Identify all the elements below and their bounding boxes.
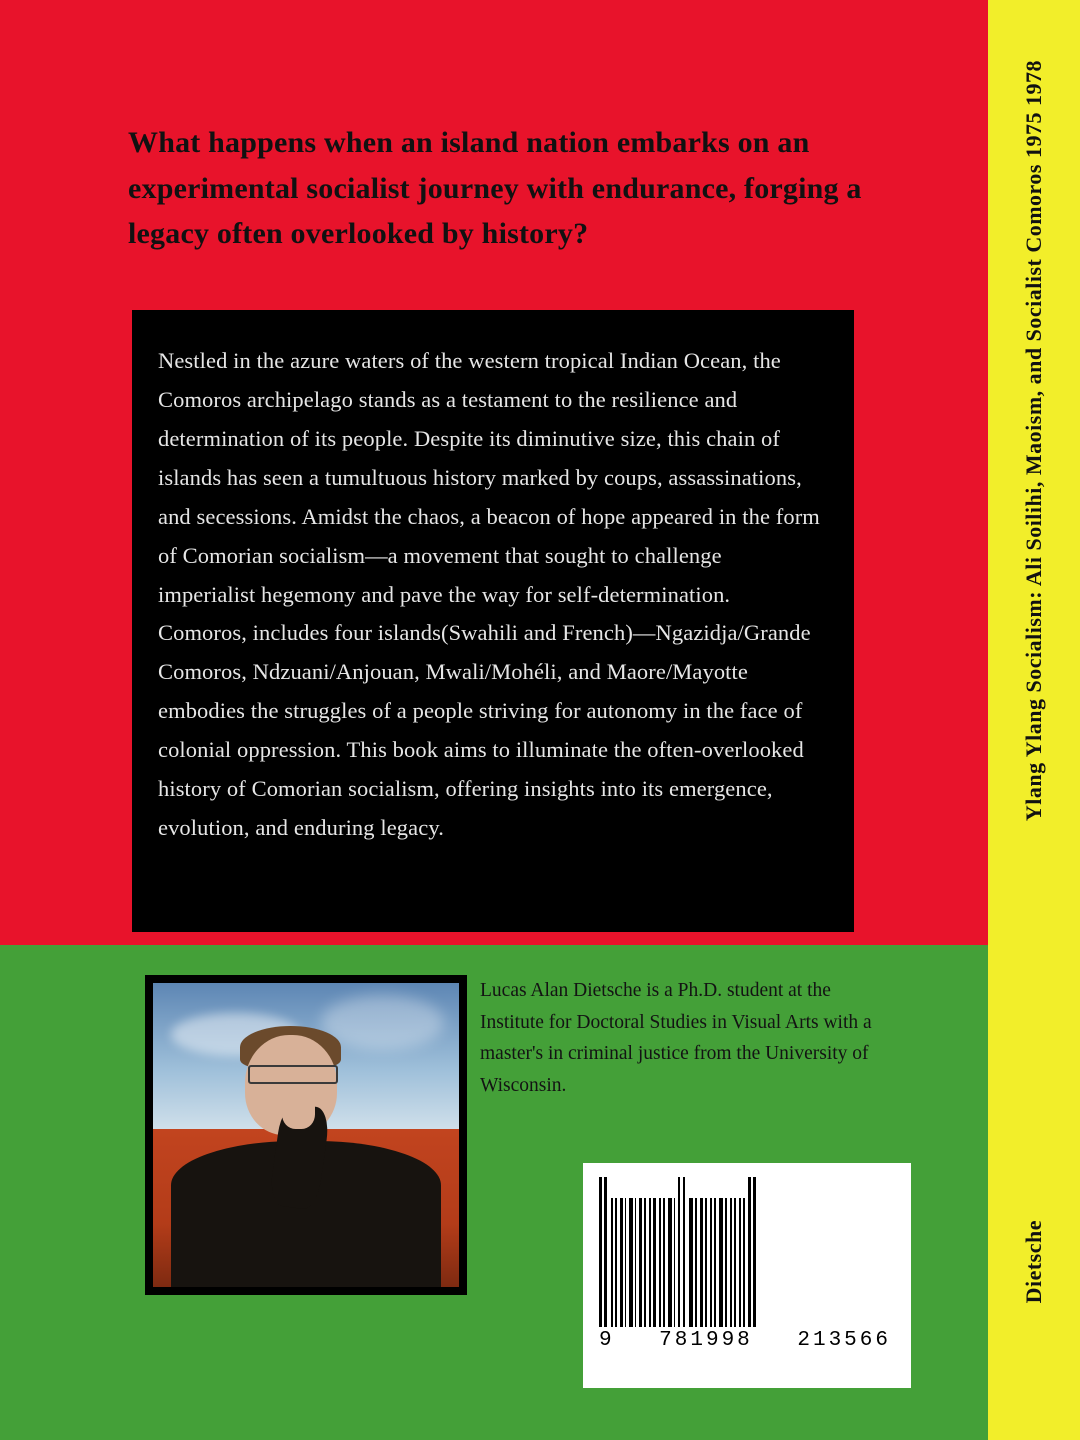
author-bio-text: Lucas Alan Dietsche is a Ph.D. student at the Institute for Doctoral Studies in Visual Arts with a master's in criminal justice from the University of Wisconsin. [480, 980, 872, 1096]
barcode-bar [719, 1198, 723, 1327]
author-photo [145, 975, 467, 1295]
barcode-bar [604, 1177, 607, 1327]
barcode-bar [695, 1198, 697, 1327]
blurb-box [132, 310, 854, 932]
barcode-bar [674, 1198, 675, 1327]
barcode-bar [639, 1198, 642, 1327]
barcode-bar [683, 1177, 685, 1327]
barcode-bar [689, 1198, 693, 1327]
barcode-group-left: 781998 [659, 1329, 753, 1352]
portrait-hand [282, 1092, 316, 1128]
cover-tagline: What happens when an island nation embarks on an experimental socialist journey with endurance, forging a legacy often overlooked by history? [128, 126, 862, 251]
spine-author [988, 1220, 1080, 1400]
spine-author-text: Dietsche [1021, 1220, 1046, 1304]
barcode-bar [678, 1177, 680, 1327]
barcode-bar [625, 1198, 626, 1327]
barcode-bar [644, 1198, 646, 1327]
barcode-bar [734, 1198, 736, 1327]
barcode-bar [629, 1198, 633, 1327]
barcode-bar [653, 1198, 656, 1327]
barcode-bar [743, 1198, 745, 1327]
blurb-text: Nestled in the azure waters of the western tropical Indian Ocean, the Comoros archipelago stands as a testament to the resilience and determination of its people. Despite its diminutive size, this chain of islands has seen a tumultuous history marked by coups, assassinations, and secessions. Amidst the chaos, a beacon of hope appeared in the form of Comorian socialism—a movement that sought to challenge imperialist hegemony and pave the way for self-determination. Comoros, includes four islands(Swahili and French)—Ngazidja/Grande Comoros, Ndzuani/Anjouan, Mwali/Mohéli, and Maore/Mayotte embodies the struggles of a people striving for autonomy in the face of colonial oppression. This book aims to illuminate the often-overlooked history of Comorian socialism, offering insights into its emergence, evolution, and enduring legacy. [158, 348, 820, 841]
barcode-bar [710, 1198, 712, 1327]
barcode-bar [649, 1198, 651, 1327]
barcode-bar [748, 1177, 751, 1327]
barcode-bar [635, 1198, 636, 1327]
barcode-bar [659, 1198, 661, 1327]
barcode-bar [739, 1198, 741, 1327]
barcode-lead-digit: 9 [599, 1329, 615, 1352]
barcode-bar [599, 1177, 602, 1327]
barcode-bars [599, 1177, 895, 1327]
barcode [583, 1163, 911, 1388]
barcode-bar [705, 1198, 707, 1327]
barcode-bar [668, 1198, 672, 1327]
barcode-bar [714, 1198, 716, 1327]
barcode-bar [730, 1198, 732, 1327]
barcode-bar [700, 1198, 703, 1327]
barcode-bar [663, 1198, 665, 1327]
barcode-bar [611, 1198, 613, 1327]
barcode-bar [620, 1198, 623, 1327]
spine-title [988, 0, 1080, 1180]
barcode-bar [753, 1177, 756, 1327]
barcode-digits [599, 1327, 895, 1352]
barcode-bar [725, 1198, 727, 1327]
spine-title-text: Ylang Ylang Socialism: Ali Soilihi, Maoism, and Socialist Comoros 1975 1978 [1021, 60, 1046, 822]
barcode-bar [615, 1198, 617, 1327]
glasses-icon [248, 1065, 338, 1084]
barcode-group-right: 213566 [797, 1329, 891, 1352]
author-portrait-image [153, 983, 459, 1287]
